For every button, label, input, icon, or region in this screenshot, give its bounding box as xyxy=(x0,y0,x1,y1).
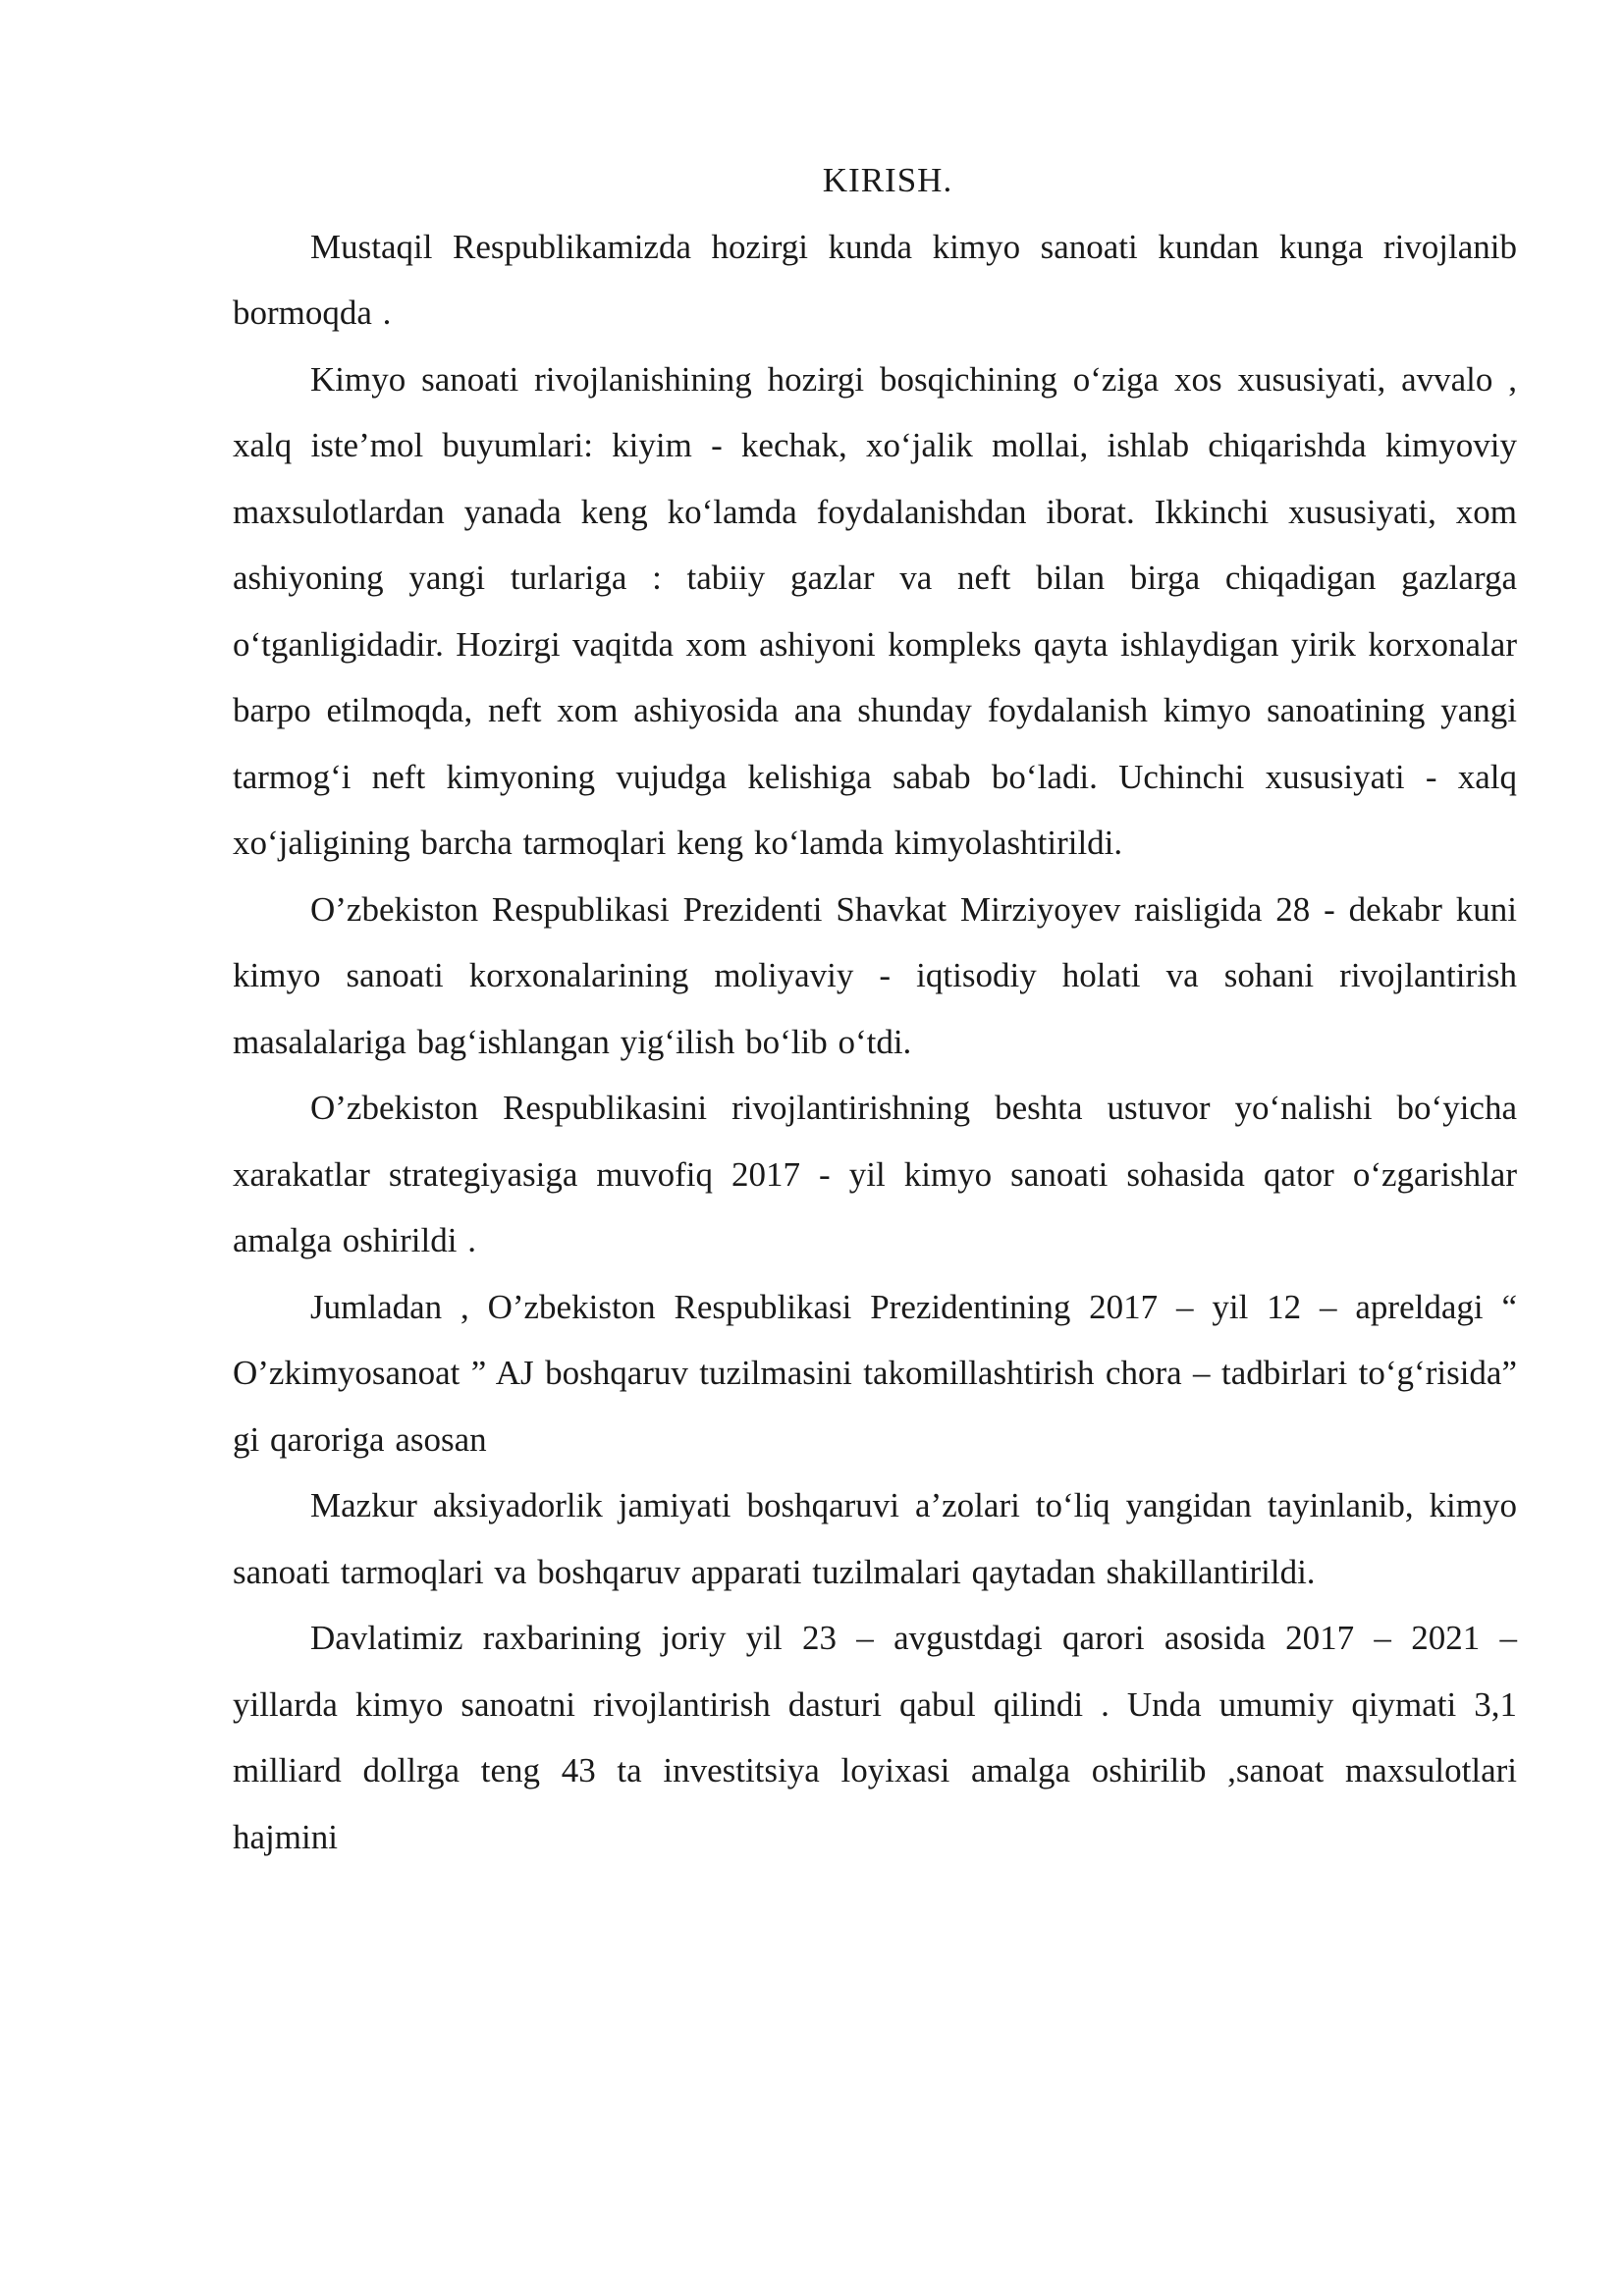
paragraph-7: Davlatimiz raxbarining joriy yil 23 – avgustdagi qarori asosida 2017 – 2021 – yillarda kimyo sanoatni rivojlantirish dasturi qabul qilindi . Unda umumiy qiymati 3,1 milliard dollrga teng 43 ta investitsiya loyixasi amalga oshirilib ,sanoat maxsulotlari hajmini xyxy=(233,1619,1517,1856)
document-body xyxy=(233,147,1517,1870)
document-title: KIRISH. xyxy=(822,161,953,199)
paragraph-4: O’zbekiston Respublikasini rivojlantirishning beshta ustuvor yo‘nalishi bo‘yicha xarakatlar strategiyasiga muvofiq 2017 - yil kimyo sanoati sohasida qator o‘zgarishlar amalga oshirildi . xyxy=(233,1089,1517,1259)
paragraph-1: Mustaqil Respublikamizda hozirgi kunda kimyo sanoati kundan kunga rivojlanib bormoqda . xyxy=(233,227,1517,332)
paragraph-2: Kimyo sanoati rivojlanishining hozirgi bosqichining o‘ziga xos xususiyati, avvalo , xalq iste’mol buyumlari: kiyim - kechak, xo‘jalik mollai, ishlab chiqarishda kimyoviy maxsulotlardan yanada keng ko‘lamda foydalanishdan iborat. Ikkinchi xususiyati, xom ashiyoning yangi turlariga : tabiiy gazlar va neft bilan birga chiqadigan gazlarga o‘tganligidadir. Hozirgi vaqitda xom ashiyoni kompleks qayta ishlaydigan yirik korxonalar barpo etilmoqda, neft xom ashiyosida ana shunday foydalanish kimyo sanoatining yangi tarmog‘i neft kimyoning vujudga kelishiga sabab bo‘ladi. Uchinchi xususiyati - xalq xo‘jaligining barcha tarmoqlari keng ko‘lamda kimyolashtirildi. xyxy=(233,359,1517,862)
paragraph-6: Mazkur aksiyadorlik jamiyati boshqaruvi a’zolari to‘liq yangidan tayinlanib, kimyo sanoati tarmoqlari va boshqaruv apparati tuzilmalari qaytadan shakillantirildi. xyxy=(233,1486,1517,1591)
paragraph-5: Jumladan , O’zbekiston Respublikasi Prezidentining 2017 – yil 12 – apreldagi “ O’zkimyosanoat ” AJ boshqaruv tuzilmasini takomillashtirish chora – tadbirlari to‘g‘risida” gi qaroriga asosan xyxy=(233,1287,1517,1459)
paragraph-3: O’zbekiston Respublikasi Prezidenti Shavkat Mirziyoyev raisligida 28 - dekabr kuni kimyo sanoati korxonalarining moliyaviy - iqtisodiy holati va sohani rivojlantirish masalalariga bag‘ishlangan yig‘ilish bo‘lib o‘tdi. xyxy=(233,889,1517,1061)
